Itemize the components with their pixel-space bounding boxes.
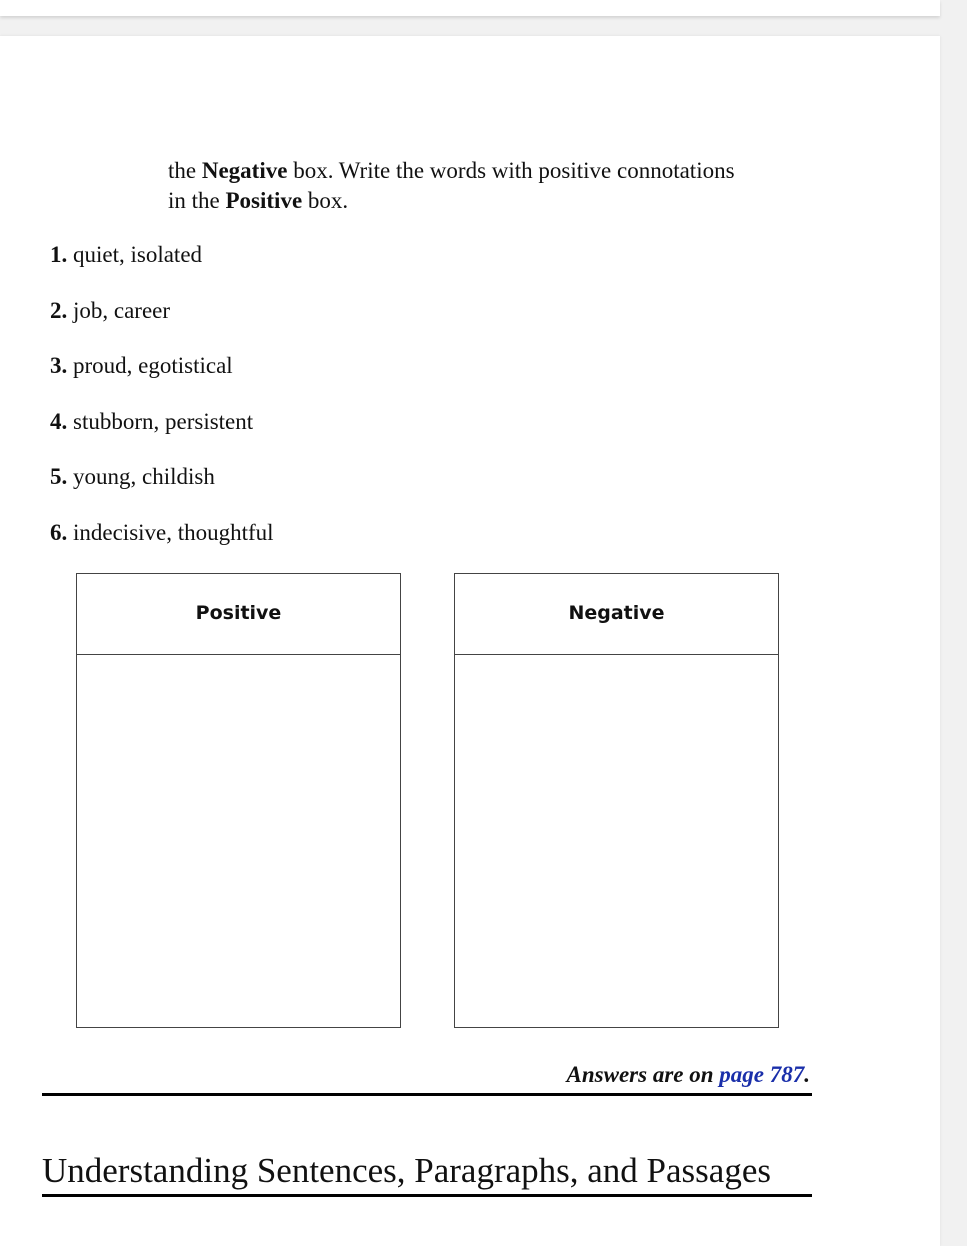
positive-keyword: Positive [225,188,303,213]
list-item [50,519,274,547]
item-number: 1. [50,242,68,267]
positive-box [76,573,401,1028]
item-number: 6. [50,520,68,545]
list-item [50,241,202,269]
answers-note: Answers are on page 787. [566,1062,810,1087]
item-number: 4. [50,409,68,434]
item-text: quiet, isolated [67,242,203,267]
list-item [50,408,253,436]
item-text: job, career [67,298,171,323]
positive-box-header: Positive [77,574,400,655]
list-item [50,463,215,491]
item-number: 3. [50,353,68,378]
item-text: proud, egotistical [67,353,233,378]
item-text: stubborn, persistent [67,409,254,434]
item-text: indecisive, thoughtful [67,520,274,545]
negative-keyword: Negative [201,158,288,183]
list-item [50,352,233,380]
item-number: 5. [50,464,68,489]
exercise-instructions: the Negative box. Write the words with positive connotations in the Positive box. [168,158,735,213]
item-number: 2. [50,298,68,323]
item-text: young, childish [67,464,215,489]
previous-page-edge [0,0,940,16]
section-divider [42,1093,812,1096]
negative-box [454,573,779,1028]
answers-page-link[interactable]: page 787 [719,1062,805,1087]
negative-box-header: Negative [455,574,778,655]
document-page [0,36,940,1246]
section-title: Understanding Sentences, Paragraphs, and Passages [42,1148,812,1197]
list-item [50,297,170,325]
